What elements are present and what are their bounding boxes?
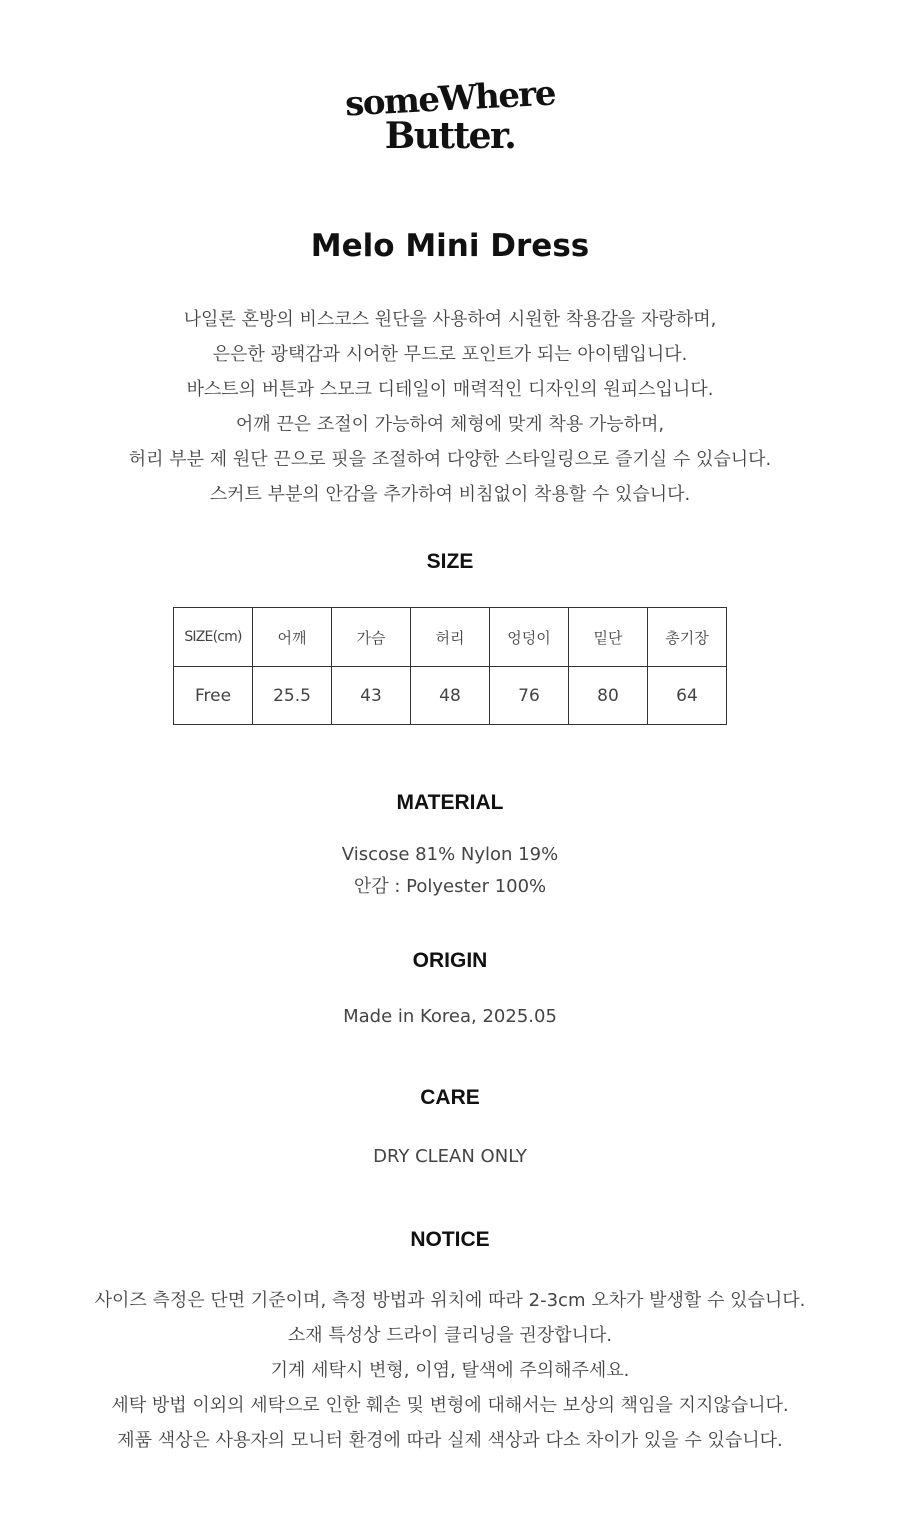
size-value-cell: 76 (490, 667, 569, 725)
size-header-cell: 가슴 (332, 608, 411, 667)
brand-logo (0, 73, 900, 157)
size-table-header-row (174, 608, 727, 667)
size-value-cell: 64 (648, 667, 727, 725)
product-title: Melo Mini Dress (310, 228, 590, 264)
brand-logo-line1: someWhere (344, 73, 556, 125)
size-value-cell: 25.5 (253, 667, 332, 725)
care-text: DRY CLEAN ONLY (373, 1146, 527, 1167)
size-value-cell: Free (174, 667, 253, 725)
size-value-cell: 43 (332, 667, 411, 725)
material-line: Viscose 81% Nylon 19% (341, 844, 559, 865)
origin-text: Made in Korea, 2025.05 (343, 1006, 557, 1027)
size-table-row (174, 667, 727, 725)
size-heading: SIZE (426, 550, 474, 573)
size-header-cell: 어깨 (253, 608, 332, 667)
description-line: 어깨 끈은 조절이 가능하여 체형에 맞게 착용 가능하며, (235, 414, 665, 435)
size-header-cell: 밑단 (569, 608, 648, 667)
size-header-cell: 총기장 (648, 608, 727, 667)
description-line: 스커트 부분의 안감을 추가하여 비침없이 착용할 수 있습니다. (209, 484, 691, 505)
notice-heading: NOTICE (410, 1228, 490, 1251)
size-value-cell: 80 (569, 667, 648, 725)
material-info (0, 839, 900, 903)
brand-logo-line2: Butter. (384, 115, 516, 157)
description-line: 바스트의 버튼과 스모크 디테일이 매력적인 디자인의 원피스입니다. (186, 379, 714, 400)
size-header-cell: 허리 (411, 608, 490, 667)
size-table (173, 607, 727, 725)
material-line: 안감 : Polyester 100% (353, 876, 547, 897)
notice-line: 세탁 방법 이외의 세탁으로 인한 훼손 및 변형에 대해서는 보상의 책임을 지지않습니다. (111, 1395, 789, 1416)
description-line: 은은한 광택감과 시어한 무드로 포인트가 되는 아이템입니다. (212, 344, 688, 365)
product-description (0, 302, 900, 512)
notice-line: 기계 세탁시 변형, 이염, 탈색에 주의해주세요. (270, 1360, 630, 1381)
size-header-cell: 엉덩이 (490, 608, 569, 667)
description-line: 허리 부분 제 원단 끈으로 핏을 조절하여 다양한 스타일링으로 즐기실 수 있습니다. (128, 449, 772, 470)
notice-list (0, 1283, 900, 1458)
material-heading: MATERIAL (396, 791, 504, 814)
notice-line: 소재 특성상 드라이 클리닝을 권장합니다. (287, 1325, 613, 1346)
notice-line: 제품 색상은 사용자의 모니터 환경에 따라 실제 색상과 다소 차이가 있을 수 있습니다. (117, 1430, 783, 1451)
notice-line: 사이즈 측정은 단면 기준이며, 측정 방법과 위치에 따라 2-3cm 오차가 발생할 수 있습니다. (94, 1290, 806, 1311)
size-value-cell: 48 (411, 667, 490, 725)
description-line: 나일론 혼방의 비스코스 원단을 사용하여 시원한 착용감을 자랑하며, (183, 309, 717, 330)
origin-heading: ORIGIN (412, 949, 488, 972)
care-heading: CARE (420, 1086, 480, 1109)
size-header-cell: SIZE(cm) (174, 608, 253, 667)
